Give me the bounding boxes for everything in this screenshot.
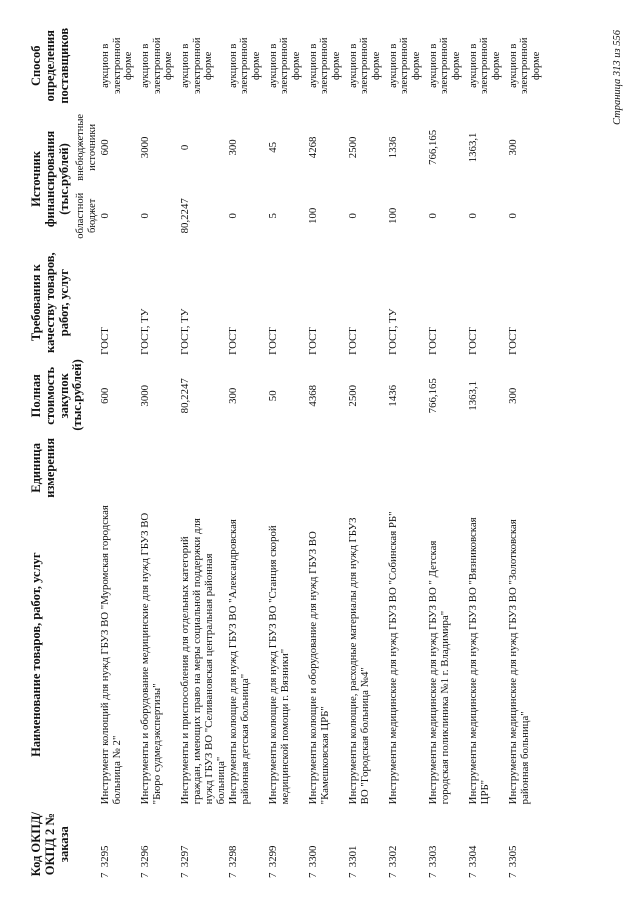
table-row-3295 [100, 21, 140, 881]
row-okpd: 7 [266, 872, 279, 878]
row-unit [140, 434, 180, 502]
row-regional-budget: 0 [226, 213, 239, 219]
row-number: 3299 [266, 845, 279, 868]
row-number: 3302 [386, 845, 399, 868]
row-unit [268, 434, 308, 502]
header-source-regional: областной бюджет [75, 192, 98, 239]
row-regional-budget: 100 [306, 207, 319, 224]
table-row-3296 [140, 21, 180, 881]
row-okpd: 7 [466, 872, 479, 878]
row-extra-budget: 3000 [139, 136, 152, 159]
header-cost: Полная стоимость закупок (тыс.рублей) [29, 359, 85, 431]
row-regional-budget: 0 [506, 213, 519, 219]
row-code [428, 807, 468, 881]
row-method: аукцион в электронной форме [467, 37, 502, 95]
header-code: Код ОКПД/ ОКПД 2 № заказа [29, 811, 71, 877]
row-name: Инструменты колющие и оборудование для нужд ГБУЗ ВО "Камешковская ЦРБ" [306, 531, 331, 805]
row-name: Инструменты колющие для нужд ГБУЗ ВО "Александровская районная детская больница" [226, 519, 251, 805]
header-unit: Единица измерения [29, 437, 57, 498]
row-unit [468, 434, 508, 502]
row-unit [228, 434, 268, 502]
row-cost: 1436 [386, 384, 399, 407]
row-extra-budget: 300 [226, 139, 239, 156]
row-regional-budget: 5 [266, 213, 279, 219]
row-regional-budget: 100 [386, 207, 399, 224]
row-unit [100, 434, 140, 502]
row-regional-budget: 0 [466, 213, 479, 219]
table-row-3304 [468, 21, 508, 881]
row-method: аукцион в электронной форме [347, 37, 382, 95]
row-cost: 300 [506, 387, 519, 404]
row-method: аукцион в электронной форме [140, 37, 175, 95]
row-extra-budget: 2500 [346, 136, 359, 159]
row-okpd: 7 [306, 872, 319, 878]
row-method: аукцион в электронной форме [507, 37, 542, 95]
header-source: Источник финансирования (тыс.рублей) [29, 130, 71, 228]
row-cost: 50 [266, 390, 279, 402]
row-requirements: ГОСТ, ТУ [179, 308, 192, 355]
row-okpd: 7 [506, 872, 519, 878]
row-extra-budget: 766,165 [426, 129, 439, 165]
row-unit [348, 434, 388, 502]
row-okpd: 7 [226, 872, 239, 878]
row-requirements: ГОСТ [426, 327, 439, 355]
row-requirements: ГОСТ [306, 327, 319, 355]
row-number: 3296 [139, 845, 152, 868]
row-requirements: ГОСТ [266, 327, 279, 355]
row-name: Инструменты и оборудование медицинские для нужд ГБУЗ ВО "Бюро судмедэкспертизы" [139, 512, 164, 805]
table-row-3298 [228, 21, 268, 881]
table-row-3305 [508, 21, 548, 881]
table-row-3302 [388, 21, 428, 881]
row-name: Инструменты медицинские для нужд ГБУЗ ВО "Вязниковская ЦРБ" [466, 517, 491, 805]
row-requirements: ГОСТ, ТУ [386, 308, 399, 355]
row-number: 3298 [226, 845, 239, 868]
row-code [508, 807, 548, 881]
row-regional-budget: 80,2247 [179, 198, 192, 234]
row-requirements: ГОСТ [466, 327, 479, 355]
row-code [348, 807, 388, 881]
row-code [140, 807, 180, 881]
row-unit [428, 434, 468, 502]
row-requirements: ГОСТ [506, 327, 519, 355]
row-cost: 600 [99, 387, 112, 404]
row-regional-budget: 0 [426, 213, 439, 219]
row-extra-budget: 45 [266, 141, 279, 153]
row-okpd: 7 [346, 872, 359, 878]
row-method: аукцион в электронной форме [227, 37, 262, 95]
row-cost: 2500 [346, 384, 359, 407]
page-footer: Страница 313 из 556 [612, 30, 623, 126]
header-method: Способ определения поставщиков [29, 27, 71, 104]
row-unit [508, 434, 548, 502]
row-regional-budget: 0 [346, 213, 359, 219]
row-extra-budget: 1363,1 [466, 132, 479, 163]
row-okpd: 7 [99, 872, 112, 878]
row-requirements: ГОСТ [226, 327, 239, 355]
table-row-3301 [348, 21, 388, 881]
row-unit [308, 434, 348, 502]
row-name: Инструменты медицинские для нужд ГБУЗ ВО " Детская городская поликлиника №1 г. Владимира" [426, 540, 451, 805]
row-regional-budget: 0 [139, 213, 152, 219]
row-number: 3295 [99, 845, 112, 868]
row-code [268, 807, 308, 881]
row-code [180, 807, 228, 881]
row-code [100, 807, 140, 881]
row-method: аукцион в электронной форме [180, 37, 215, 95]
row-number: 3304 [466, 845, 479, 868]
row-method: аукцион в электронной форме [100, 37, 135, 95]
row-extra-budget: 4268 [306, 136, 319, 159]
row-number: 3301 [346, 845, 359, 868]
procurement-table [28, 21, 548, 881]
row-extra-budget: 1336 [386, 136, 399, 159]
row-extra-budget: 600 [99, 139, 112, 156]
header-name: Наименование товаров, работ, услуг [29, 552, 43, 757]
row-number: 3300 [306, 845, 319, 868]
row-okpd: 7 [386, 872, 399, 878]
row-name: Инструменты медицинские для нужд ГБУЗ ВО "Золотковская районная больница" [506, 519, 531, 805]
header-source-extra: внебюджетные источники [75, 113, 98, 181]
row-code [308, 807, 348, 881]
row-extra-budget: 300 [506, 139, 519, 156]
row-cost: 3000 [139, 384, 152, 407]
row-regional-budget: 0 [99, 213, 112, 219]
row-unit [180, 434, 228, 502]
row-unit [388, 434, 428, 502]
row-name: Инструменты колющие для нужд ГБУЗ ВО "Станция скорой медицинской помощи г. Вязники" [266, 525, 291, 805]
row-requirements: ГОСТ, ТУ [139, 308, 152, 355]
table-row-3303 [428, 21, 468, 881]
row-code [388, 807, 428, 881]
header-requirements: Требования к качеству товаров, работ, услуг [29, 252, 71, 353]
row-requirements: ГОСТ [346, 327, 359, 355]
row-extra-budget: 0 [179, 144, 192, 151]
row-cost: 300 [226, 387, 239, 404]
row-method: аукцион в электронной форме [427, 37, 462, 95]
table-body [100, 21, 548, 881]
table-row-3297 [180, 21, 228, 881]
row-code [228, 807, 268, 881]
row-code [468, 807, 508, 881]
row-cost: 766,165 [426, 378, 439, 414]
row-cost: 4368 [306, 384, 319, 407]
row-okpd: 7 [139, 872, 152, 878]
row-number: 3305 [506, 845, 519, 868]
row-okpd: 7 [179, 872, 192, 878]
row-okpd: 7 [426, 872, 439, 878]
row-number: 3303 [426, 845, 439, 868]
row-method: аукцион в электронной форме [387, 37, 422, 95]
row-method: аукцион в электронной форме [307, 37, 342, 95]
row-number: 3297 [179, 845, 192, 868]
row-name: Инструменты колющие, расходные материалы для нужд ГБУЗ ВО "Городская больница №4" [346, 517, 371, 805]
row-name: Инструменты медицинские для нужд ГБУЗ ВО "Собинская РБ" [386, 511, 399, 805]
table-row-3299 [268, 21, 308, 881]
row-requirements: ГОСТ [99, 327, 112, 355]
row-name: Инструменты и приспособления для отдельных категорий граждан, имеющих право на меры социальной поддержки для нужд ГБУЗ ВО "Селивановская центральная районная больница" [179, 518, 227, 805]
row-name: Инструмент колющий для нужд ГБУЗ ВО "Муромская городская больница № 2" [99, 505, 124, 805]
row-cost: 80,2247 [179, 378, 192, 414]
row-method: аукцион в электронной форме [267, 37, 302, 95]
row-cost: 1363,1 [466, 380, 479, 411]
table-row-3300 [308, 21, 348, 881]
